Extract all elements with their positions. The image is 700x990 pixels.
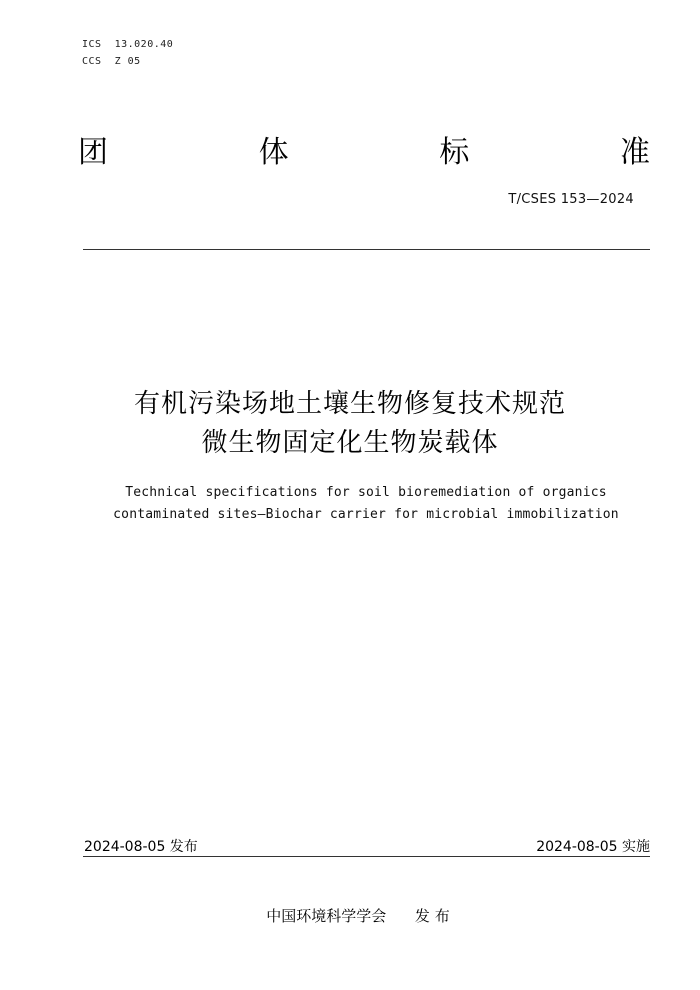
publish-word: 发 布 <box>414 907 450 925</box>
chinese-title-line-1: 有机污染场地土壤生物修复技术规范 <box>133 389 566 419</box>
publisher-line <box>0 905 700 926</box>
header-divider <box>83 249 650 250</box>
implementation-date: 2024-08-05 实施 <box>536 839 650 855</box>
standard-number: T/CSES 153—2024 <box>508 192 634 207</box>
english-title-line-1: Technical specifications for soil bioremediation of organics <box>125 485 607 500</box>
doc-type-char-4: 准 <box>619 135 650 170</box>
ccs-code: CCS Z 05 <box>82 56 141 67</box>
chinese-title-line-2: 微生物固定化生物炭载体 <box>201 428 499 458</box>
english-title-line-2: contaminated sites—Biochar carrier for microbial immobilization <box>113 507 619 522</box>
issue-date: 2024-08-05 发布 <box>84 839 198 855</box>
document-type-heading <box>78 133 650 173</box>
doc-type-char-1: 团 <box>78 135 108 170</box>
publisher-name: 中国环境科学学会 <box>266 907 387 925</box>
classification-codes <box>82 36 173 70</box>
footer-divider <box>83 856 650 857</box>
doc-type-char-3: 标 <box>439 135 470 170</box>
ics-code: ICS 13.020.40 <box>82 39 174 50</box>
doc-type-char-2: 体 <box>258 135 289 170</box>
